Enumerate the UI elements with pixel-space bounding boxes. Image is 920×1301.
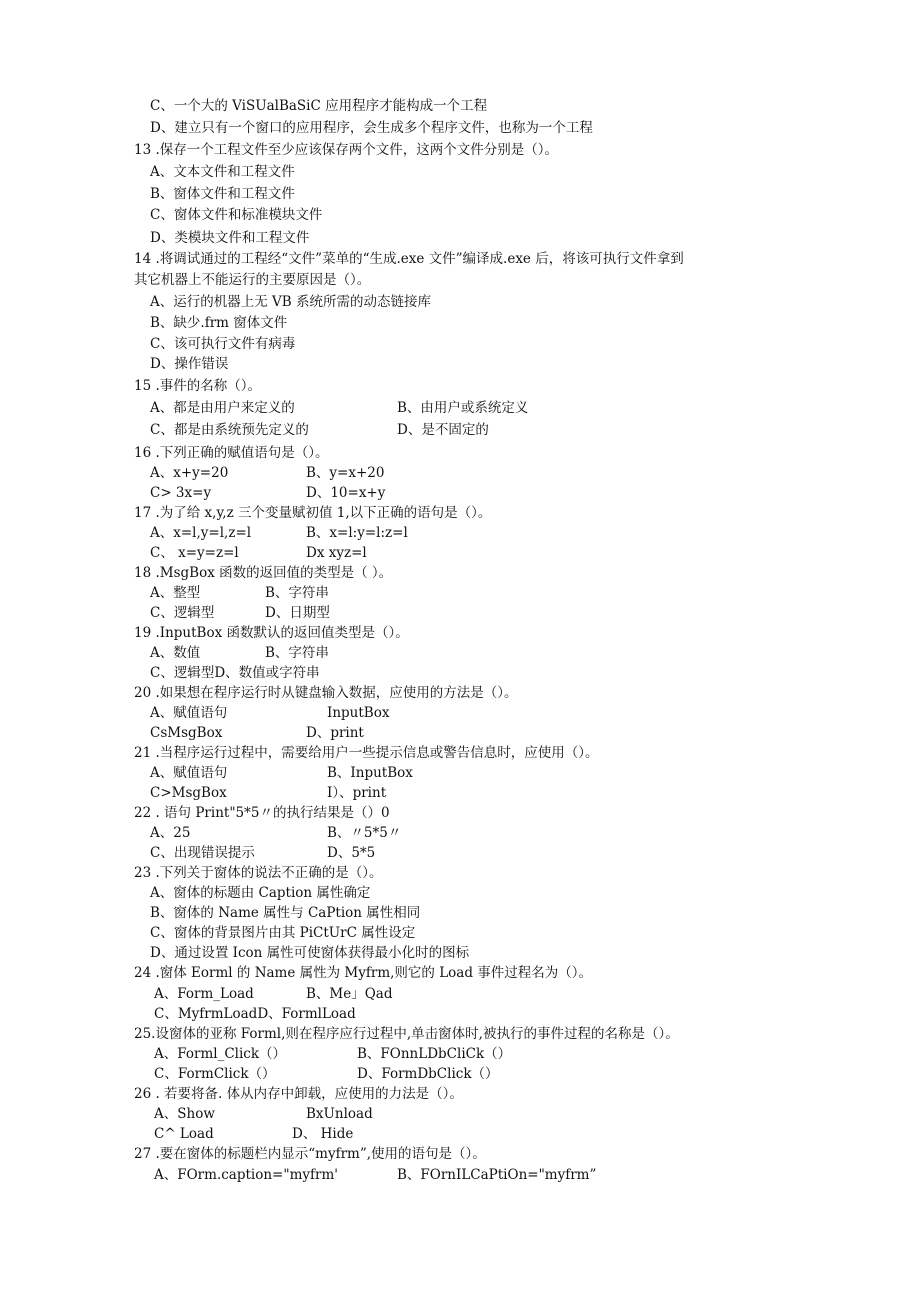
option-line: A、Form_Load: [154, 986, 254, 1002]
option-line: C、该可执行文件有病毒: [150, 336, 296, 352]
option-line: D、操作错误: [150, 356, 229, 372]
option-line: A、文本文件和工程文件: [150, 164, 295, 180]
option-line: B、y=x+20: [306, 465, 385, 481]
option-line: D、是不固定的: [397, 422, 489, 438]
question-line: 24 .窗体 Eorml 的 Name 属性为 Myfrm,则它的 Load 事件过程名为（）。: [134, 965, 593, 981]
option-line: A、FOrm.caption="myfrm': [154, 1167, 338, 1183]
option-line: Dx xyz=l: [306, 545, 367, 561]
option-line: A、Forml_Click（）: [154, 1046, 287, 1062]
option-line: B、FOrnILCaPtiOn="myfrm”: [397, 1167, 597, 1183]
option-line: B、字符串: [265, 585, 329, 601]
option-line: C、都是由系统预先定义的: [150, 422, 309, 438]
option-line: A、窗体的标题由 Caption 属性确定: [150, 885, 371, 901]
option-line: CsMsgBox: [150, 725, 223, 741]
option-line: D、日期型: [265, 605, 330, 621]
option-line: B、FOnnLDbCliCk（）: [357, 1046, 512, 1062]
option-line: C、逻辑型: [150, 605, 215, 621]
question-line: 其它机器上不能运行的主要原因是（）。: [134, 272, 371, 288]
question-line: 20 .如果想在程序运行时从键盘输入数据，应使用的方法是（）。: [134, 685, 518, 701]
option-line: C、逻辑型D、数值或字符串: [150, 665, 320, 681]
option-line: A、运行的机器上无 VB 系统所需的动态链接库: [150, 294, 432, 310]
option-line: D、print: [306, 725, 364, 741]
option-line: A、x=l,y=l,z=l: [150, 525, 252, 541]
question-line: 18 .MsgBox 函数的返回值的类型是（ ）。: [134, 565, 393, 581]
question-line: 22 . 语句 Print"5*5〃的执行结果是（）0: [134, 805, 390, 821]
option-line: B、窗体的 Name 属性与 CaPtion 属性相同: [150, 905, 421, 921]
option-line: InputBox: [327, 705, 390, 721]
option-line: B、InputBox: [327, 765, 413, 781]
option-line: C、FormClick（）: [154, 1066, 276, 1082]
option-line: C、窗体文件和标准模块文件: [150, 207, 323, 223]
option-line: B、字符串: [265, 645, 329, 661]
question-line: 14 .将调试通过的工程经“文件”菜单的“生成.exe 文件”编译成.exe 后，将该可执行文件拿到: [134, 251, 684, 267]
option-line: D、建立只有一个窗口的应用程序，会生成多个程序文件，也称为一个工程: [150, 120, 593, 136]
option-line: D、FormDbClick（）: [357, 1066, 499, 1082]
option-line: C> 3x=y: [150, 485, 212, 501]
question-line: 19 .InputBox 函数默认的返回值类型是（）。: [134, 625, 409, 641]
question-line: 16 .下列正确的赋值语句是（）。: [134, 445, 329, 461]
question-line: 21 .当程序运行过程中，需要给用户一些提示信息或警告信息时，应使用（）。: [134, 745, 599, 761]
question-line: 23 .下列关于窗体的说法不正确的是（）。: [134, 865, 383, 881]
question-line: 26 . 若要将备. 体从内存中卸载，应使用的力法是（）。: [134, 1086, 463, 1102]
option-line: B、〃5*5〃: [327, 825, 402, 841]
question-line: 13 .保存一个工程文件至少应该保存两个文件，这两个文件分别是（）。: [134, 142, 559, 158]
option-line: D、5*5: [327, 845, 376, 861]
option-line: B、Me」Qad: [306, 986, 393, 1002]
option-line: C、 x=y=z=l: [150, 545, 239, 561]
option-line: C>MsgBox: [150, 785, 227, 801]
option-line: C、窗体的背景图片由其 PiCtUrC 属性设定: [150, 925, 416, 941]
option-line: A、赋值语句: [150, 765, 228, 781]
option-line: I）、print: [327, 785, 387, 801]
question-line: 15 .事件的名称（）。: [134, 378, 262, 394]
option-line: A、x+y=20: [150, 465, 229, 481]
option-line: C^ Load: [154, 1126, 214, 1142]
option-line: A、Show: [154, 1106, 215, 1122]
option-line: A、赋值语句: [150, 705, 228, 721]
option-line: B、缺少.frm 窗体文件: [150, 315, 288, 331]
option-line: A、25: [150, 825, 191, 841]
question-line: 27 .要在窗体的标题栏内显示“myfrm”,使用的语句是（）。: [134, 1146, 486, 1162]
option-line: D、类模块文件和工程文件: [150, 230, 310, 246]
option-line: C、一个大的 ViSUalBaSiC 应用程序才能构成一个工程: [150, 98, 488, 114]
option-line: BxUnload: [306, 1106, 373, 1122]
option-line: B、x=l:y=l:z=l: [306, 525, 408, 541]
option-line: A、数值: [150, 645, 201, 661]
option-line: D、 Hide: [292, 1126, 354, 1142]
option-line: D、通过设置 Icon 属性可使窗体获得最小化时的图标: [150, 945, 470, 961]
option-line: B、窗体文件和工程文件: [150, 186, 295, 202]
question-line: 25.设窗体的亚称 Forml,则在程序应行过程中,单击窗体时,被执行的事件过程的名称是（）。: [134, 1026, 679, 1042]
option-line: A、都是由用户来定义的: [150, 400, 295, 416]
option-line: C、出现错误提示: [150, 845, 255, 861]
option-line: D、10=x+y: [306, 485, 386, 501]
option-line: A、整型: [150, 585, 201, 601]
option-line: B、由用户或系统定义: [397, 400, 529, 416]
option-line: C、MyfrmLoadD、FormlLoad: [154, 1006, 356, 1022]
question-line: 17 .为了给 x,y,z 三个变量赋初值 1,以下正确的语句是（）。: [134, 505, 492, 521]
